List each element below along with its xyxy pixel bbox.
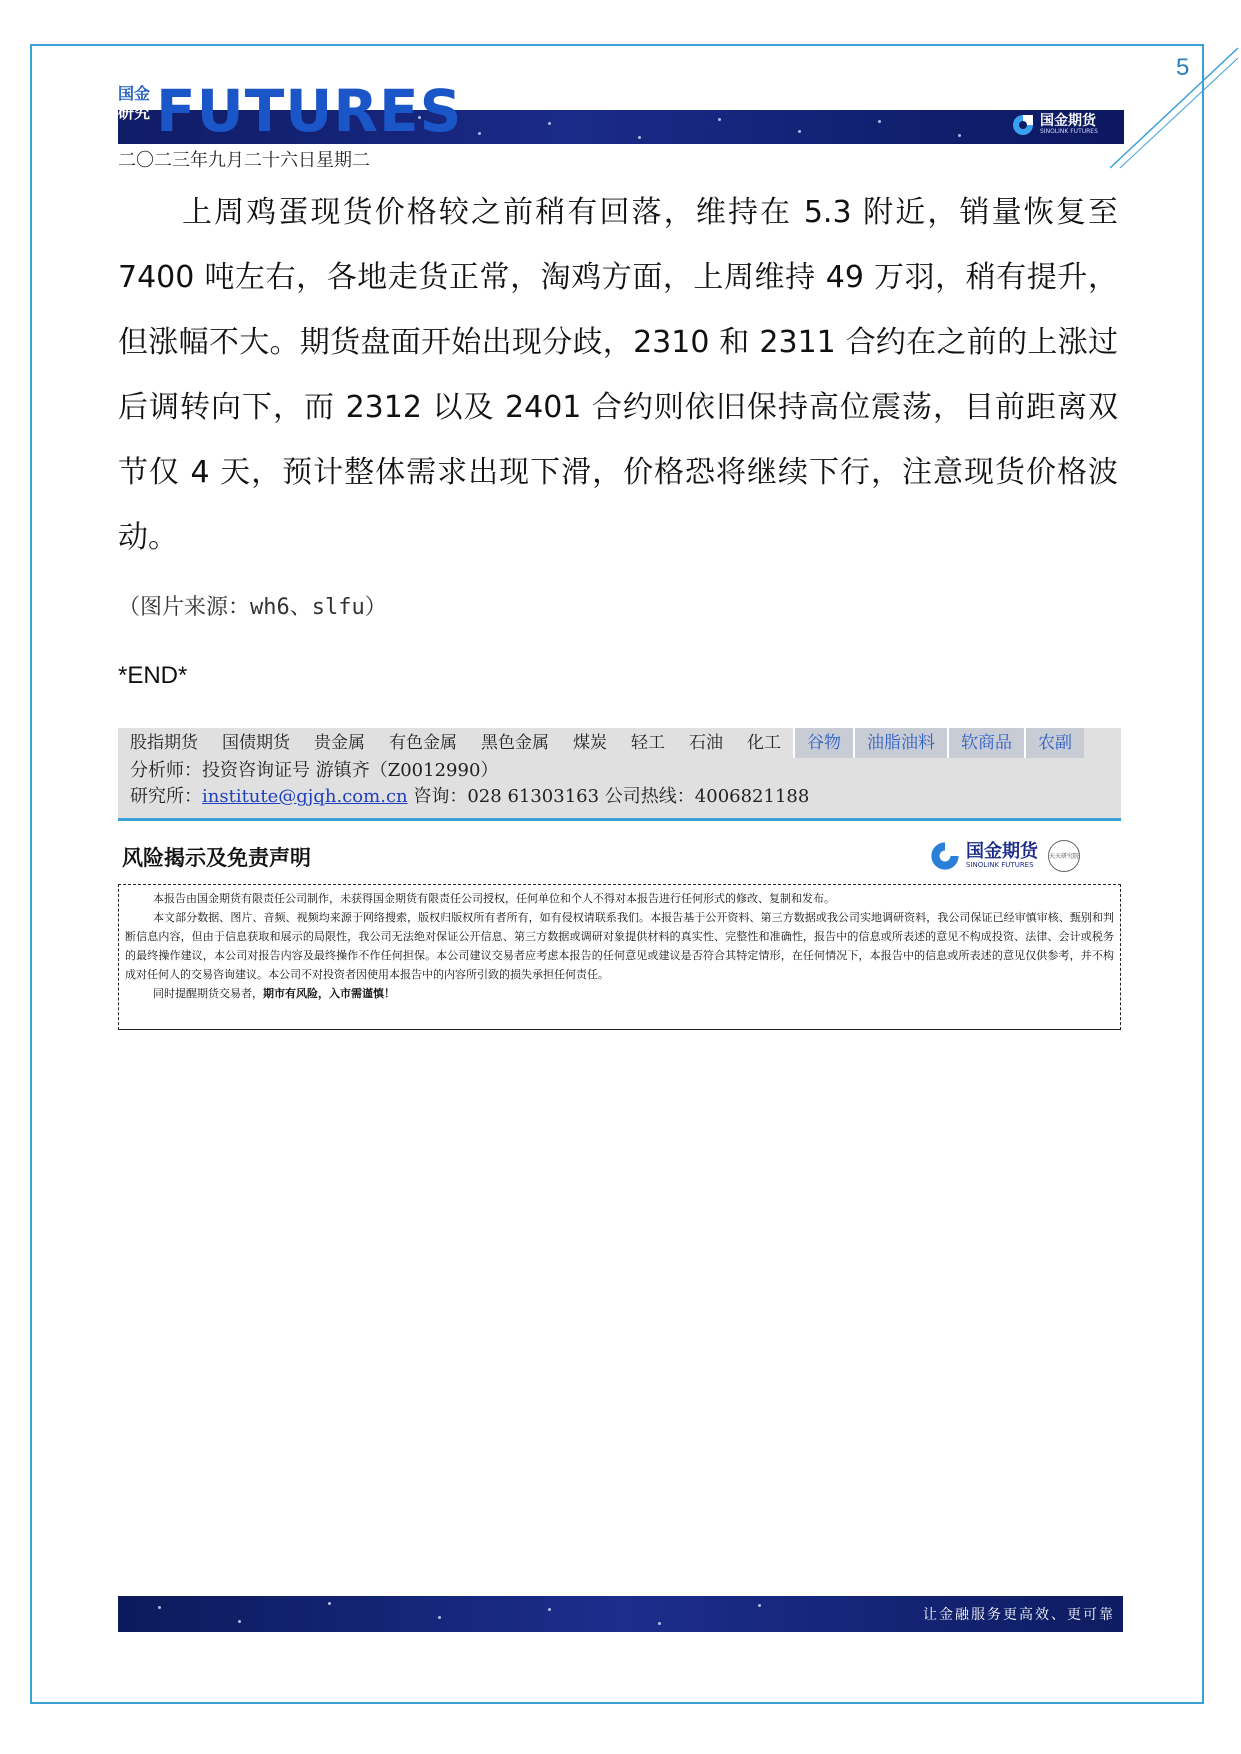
institute-email-link[interactable]: institute@gjqh.com.cn <box>202 786 408 807</box>
header-logo-en: SINOLINK FUTURES <box>1040 128 1098 135</box>
analyst-label: 分析师： <box>130 760 202 781</box>
category-tab[interactable]: 农副 <box>1024 728 1084 758</box>
consult-value: 028 61303163 <box>467 786 600 807</box>
end-mark: *END* <box>118 662 188 689</box>
footer-slogan: 让金融服务更高效、更可靠 <box>923 1607 1115 1623</box>
report-date: 二〇二三年九月二十六日星期二 <box>118 150 370 171</box>
consult-label: 咨询： <box>413 786 468 807</box>
disclaimer-paragraph-2: 本文部分数据、图片、音频、视频均来源于网络搜索，版权归版权所有者所有，如有侵权请联系我们。本报告基于公开资料、第三方数据或我公司实地调研资料，我公司保证已经审慎审核、甄别和判断信息内容，但由于信息获取和展示的局限性，我公司无法绝对保证公开信息、第三方数据或调研对象提供材料的真实性、完整性和准确性，报告中的信息或所表述的意见不构成投资、法律、会计或税务的最终操作建议，本公司对报告内容及最终操作不作任何担保。本公司建议交易者应考虑本报告的任何意见或建议是否符合其特定情形，在任何情况下，本报告中的信息或所表述的意见仅供参考，并不构成对任何人的交易咨询建议。本公司不对投资者因使用本报告中的内容所引致的损失承担任何责任。 <box>125 911 1114 981</box>
disclaimer-title: 风险揭示及免责声明 <box>122 846 311 870</box>
category-tab[interactable]: 国债期货 <box>222 733 290 753</box>
category-tabs <box>118 728 1121 758</box>
category-tab[interactable]: 油脂油料 <box>853 728 947 758</box>
sinolink-logo-icon <box>1012 114 1034 136</box>
hotline-value: 4006821188 <box>694 786 810 807</box>
sinolink-logo-icon <box>930 841 960 871</box>
footer-band <box>118 1596 1123 1632</box>
category-tab[interactable]: 轻工 <box>631 733 665 753</box>
disclaimer-logo-cn: 国金期货 <box>966 840 1038 862</box>
page-number: 5 <box>1176 54 1190 81</box>
brand-label <box>118 84 154 122</box>
category-tab[interactable]: 谷物 <box>793 728 853 758</box>
category-tab[interactable]: 有色金属 <box>389 733 457 753</box>
header-logo-cn: 国金期货 <box>1040 113 1096 129</box>
disclaimer-box <box>118 884 1121 1030</box>
risk-warning: 期市有风险，入市需谨慎！ <box>263 987 395 1000</box>
category-tab[interactable]: 煤炭 <box>573 733 607 753</box>
body-paragraph: 上周鸡蛋现货价格较之前稍有回落，维持在 5.3 附近，销量恢复至 7400 吨左右，各地走货正常，淘鸡方面，上周维持 49 万羽，稍有提升，但涨幅不大。期货盘面开始出现分歧，2310 和 2311 合约在之前的上涨过后调转向下，而 2312 以及 2401 合约则依旧保持高位震荡，目前距离双节仅 4 天，预计整体需求出现下滑，价格恐将继续下行，注意现货价格波动。 <box>118 195 1118 555</box>
brand-bottom: 研究 <box>118 103 151 122</box>
disclaimer-paragraph-3 <box>125 984 1114 1003</box>
contact-line <box>118 784 1121 810</box>
analyst-line <box>118 758 1121 784</box>
institute-label: 研究所： <box>130 786 202 807</box>
category-panel <box>118 728 1121 821</box>
header-title: FUTURES <box>156 77 463 145</box>
category-tab[interactable]: 化工 <box>747 733 781 753</box>
risk-prefix: 同时提醒期货交易者， <box>153 987 263 1000</box>
research-seal: 天天研究院 <box>1048 840 1080 872</box>
analyst-value: 投资咨询证号 游镇齐（Z0012990） <box>202 760 499 781</box>
category-tab[interactable]: 软商品 <box>947 728 1024 758</box>
category-tab[interactable]: 石油 <box>689 733 723 753</box>
hotline-label: 公司热线： <box>604 786 695 807</box>
disclaimer-logo-en: SINOLINK FUTURES <box>966 860 1034 869</box>
category-tab[interactable]: 股指期货 <box>130 733 198 753</box>
image-source-note: （图片来源：wh6、slfu） <box>118 595 387 620</box>
disclaimer-logo <box>930 840 1080 872</box>
disclaimer-paragraph-1: 本报告由国金期货有限责任公司制作，未获得国金期货有限责任公司授权，任何单位和个人不得对本报告进行任何形式的修改、复制和发布。 <box>153 892 835 905</box>
brand-top: 国金 <box>118 84 151 103</box>
category-tab[interactable]: 黑色金属 <box>481 733 549 753</box>
category-tab[interactable]: 贵金属 <box>314 733 365 753</box>
corner-decoration <box>1110 40 1240 170</box>
header-logo <box>1012 114 1098 136</box>
